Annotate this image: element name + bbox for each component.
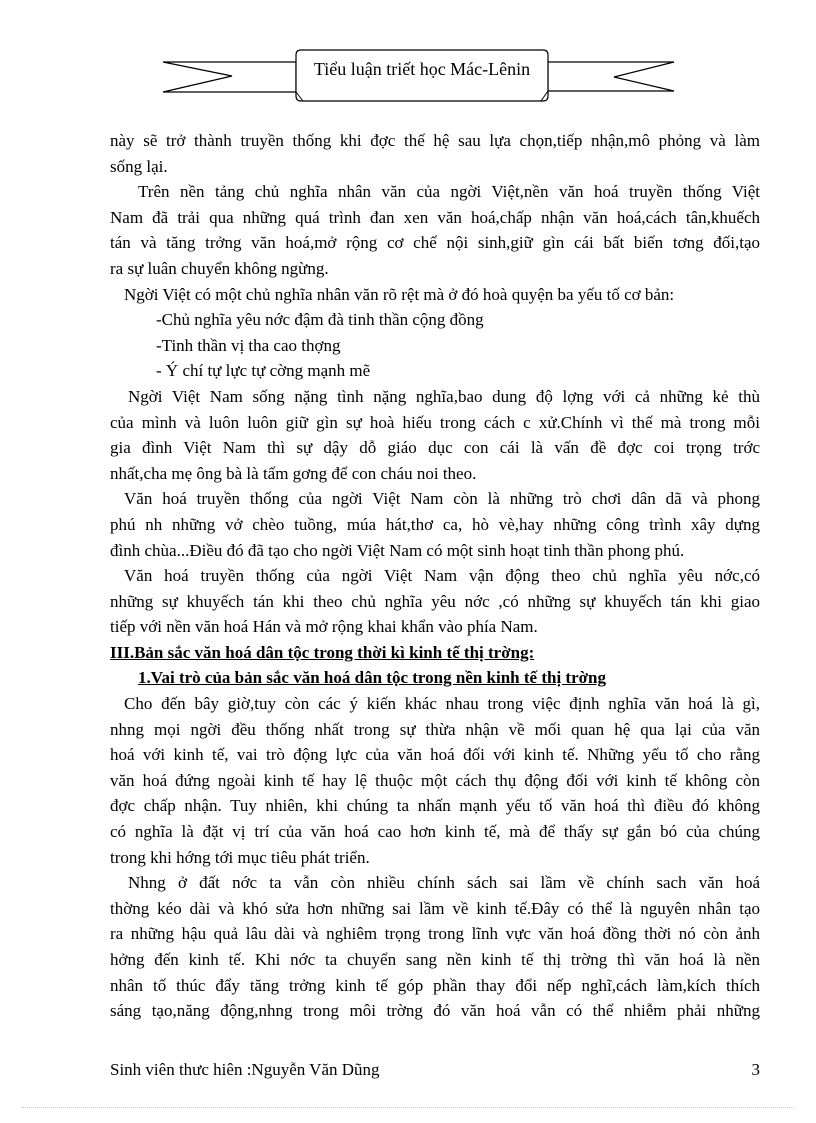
body-text-line: hởng đến kinh tế. Khi nớc ta chuyển sang nền kinh tế thị trờng thì văn hoá là nền [110, 950, 760, 969]
body-text-line: những sự khuyếch tán khi theo chủ nghĩa yêu nớc ,có những sự khuyếch tán khi giao [110, 591, 760, 611]
body-text-line: của mình và luôn luôn giữ gìn sự hoà hiếu trong cách c xử.Chính vì thế mà trong mỗi [110, 412, 760, 432]
header-title: Tiểu luận triết học Mác-Lênin [313, 59, 531, 79]
body-text-line: nhất,cha mẹ ông bà là tấm gơng để con cháu noi theo. [110, 463, 477, 483]
body-text-line: -Chủ nghĩa yêu nớc đậm đà tinh thần cộng đồng [156, 310, 484, 330]
body-text-line: đình chùa...Điều đó đã tạo cho ngời Việt Nam có một sinh hoạt tinh thần phong phú. [110, 540, 685, 560]
body-text-line: Văn hoá truyền thống của ngời Việt Nam vận động theo chủ nghĩa yêu nớc,có [124, 566, 760, 586]
body-text-line: nhân tố thúc đẩy tăng trởng kinh tế góp phần thay đổi nếp nghĩ,cách làm,kích thích [110, 975, 760, 995]
banner-ribbon-icon [0, 0, 816, 110]
body-text-line: tán và tăng trởng văn hoá,mở rộng cơ chế nội sinh,giữ gìn cái bất biến tơng đối,tạo [110, 233, 760, 253]
body-text-line: Văn hoá truyền thống của ngời Việt Nam còn là những trò chơi dân dã và phong [124, 489, 760, 509]
footer-student-name: Sinh viên thưc hiên :Nguyễn Văn Dũng [110, 1060, 380, 1079]
body-text-line: - Ý chí tự lực tự cờng mạnh mẽ [156, 361, 371, 381]
body-text-line: Trên nền tảng chủ nghĩa nhân văn của ngời Việt,nền văn hoá truyền thống Việt [138, 182, 760, 202]
body-text-line: văn hoá đứng ngoài kinh tế hay lệ thuộc một cách thụ động đối với kinh tế không còn [110, 770, 760, 790]
body-text-line: sáng tạo,năng động,nhng trong môi trờng đó văn hoá vẫn có thể nhiễm phải những [110, 1001, 760, 1021]
body-text-line: trong khi hớng tới mục tiêu phát triển. [110, 847, 370, 867]
body-text-line: phú nh những vở chèo tuồng, múa hát,thơ ca, hò vè,hay những công trình xây dựng [110, 514, 760, 534]
header-banner [0, 0, 816, 110]
body-text-line: có nghĩa là đặt vị trí của văn hoá cao hơn kinh tế, mà để thấy sự gắn bó của chúng [110, 822, 760, 842]
body-text-line: Ngời Việt Nam sống nặng tình nặng nghĩa,bao dung độ lợng với cả những kẻ thù [128, 386, 760, 406]
document-body [110, 128, 760, 1024]
body-text-line: -Tinh thần vị tha cao thợng [156, 335, 341, 355]
body-text-line: Ngời Việt có một chủ nghĩa nhân văn rõ rệt mà ở đó hoà quyện ba yếu tố cơ bản: [124, 284, 675, 304]
body-text-line: Nam đã trải qua những quá trình đan xen văn hoá,chấp nhận văn hoá,cách tân,khuếch [110, 207, 760, 227]
body-text-line: đợc chấp nhận. Tuy nhiên, khi chúng ta nhấn mạnh yếu tố văn hoá thì điều đó không [110, 796, 760, 816]
body-text-line: Nhng ở đất nớc ta vẫn còn nhiều chính sách sai lầm về chính sach văn hoá [128, 873, 760, 893]
section-heading: 1.Vai trò của bản sắc văn hoá dân tộc trong nền kinh tế thị trờng [138, 668, 607, 688]
body-text-line: sống lại. [110, 156, 168, 176]
body-text-line: Cho đến bây giờ,tuy còn các ý kiến khác nhau trong việc định nghĩa văn hoá là gì, [124, 694, 760, 714]
body-text-line: ra sự luân chuyển không ngừng. [110, 258, 329, 278]
section-heading: III.Bản sắc văn hoá dân tộc trong thời kì kinh tế thị trờng: [110, 642, 535, 662]
body-text-line: tiếp với nền văn hoá Hán và mở rộng khai khẩn vào phía Nam. [110, 617, 538, 637]
body-text-line: này sẽ trở thành truyền thống khi đợc thế hệ sau lựa chọn,tiếp nhận,mô phỏng và làm [110, 131, 760, 150]
body-text-line: ra những hậu quả lâu dài và nghiêm trọng trong lĩnh vực văn hoá đồng thời nó còn ảnh [110, 924, 760, 944]
page-number: 3 [751, 1060, 760, 1079]
body-text-line: gia đình Việt Nam thì sự dậy dỗ giáo dục con cái là vấn đề đợc coi trọng trớc [110, 438, 760, 458]
page-edge-divider [22, 1107, 794, 1108]
body-text-line: hoá với kinh tế, vai trò động lực của văn hoá đối với kinh tế. Những yếu tố cho rằng [110, 745, 760, 765]
body-text-line: thờng kéo dài và khó sửa hơn những sai lầm về kinh tế.Đây có thể là nguyên nhân tạo [110, 898, 760, 918]
body-text-line: nhng mọi ngời đều thống nhất trong sự thừa nhận về mối quan hệ qua lại của văn [110, 719, 760, 739]
